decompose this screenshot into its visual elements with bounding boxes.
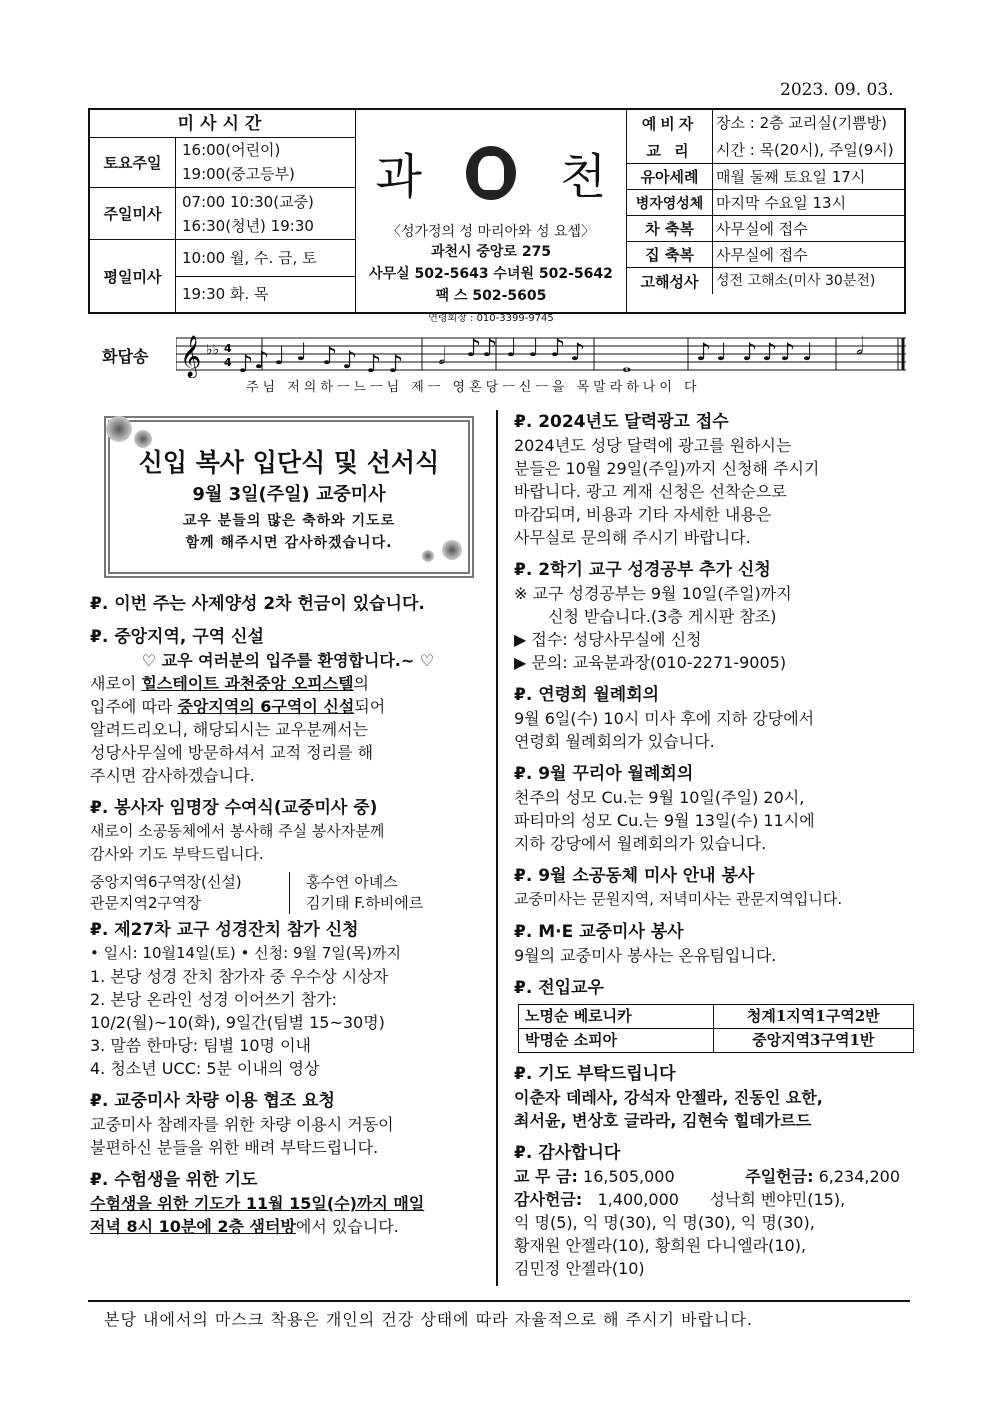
svg-text:♪: ♪: [742, 338, 758, 366]
sunday-label: 주일미사: [90, 188, 176, 239]
parish-address: 과천시 중앙로 275: [430, 244, 552, 260]
text-span: 저녁 8시 10분에 2층 샘터방: [90, 1217, 296, 1236]
svg-text:♪: ♪: [366, 350, 382, 378]
sunday-time-1: 07:00 10:30(교중): [182, 193, 314, 211]
svg-text:♩: ♩: [506, 334, 518, 362]
notice-text: 바랍니다. 광고 게재 신청은 선착순으로: [514, 482, 787, 501]
volunteer-table: [90, 872, 486, 914]
info-value: 사무실에 접수: [716, 220, 808, 238]
info-row: [627, 242, 906, 268]
notice-text: [90, 1215, 486, 1238]
notice-text: 천주의 성모 Cu.는 9월 10일(주일) 20시,: [514, 788, 805, 807]
box-message-1: 교우 분들의 많은 축하와 기도로: [182, 513, 396, 529]
text-span: 입주에 따라: [90, 697, 178, 716]
box-message-2: 함께 해주시면 감사하겠습니다.: [185, 535, 393, 551]
offering-label: 주일헌금:: [745, 1167, 814, 1186]
notice-heading: ₽. 2024년도 달력광고 접수: [514, 412, 729, 432]
notice-text: ▶ 접수: 성당사무실에 신청: [514, 630, 702, 649]
info-row: [627, 268, 906, 294]
notice-text: 감사와 기도 부탁드립니다.: [90, 845, 264, 863]
offering-row: [514, 1188, 914, 1211]
saturday-label: 토요주일: [90, 138, 176, 187]
notice-text: 분들은 10월 29일(주일)까지 신청해 주시기: [514, 459, 820, 478]
svg-text:♪: ♪: [696, 338, 712, 366]
parish-name-right: 천: [560, 149, 607, 205]
notice-heading: ₽. 중앙지역, 구역 신설: [90, 627, 264, 647]
notice-heading: ₽. 2학기 교구 성경공부 추가 신청: [514, 560, 771, 580]
notice-text: 알려드리오니, 해당되시는 교우분께서는: [90, 720, 369, 739]
info-value: 마지막 수요일 13시: [716, 194, 847, 212]
svg-text:♩: ♩: [296, 338, 308, 366]
svg-text:♪: ♪: [342, 346, 358, 374]
sunday-row: [90, 188, 355, 240]
newcomer-area: 청계1지역1구역2반: [713, 1005, 913, 1029]
info-label: 고해성사: [627, 268, 713, 294]
notice-heading: ₽. M·E 교중미사 봉사: [514, 922, 684, 942]
text-span: 새로이: [90, 674, 142, 693]
notice-text: 1. 본당 성경 잔치 참가자 중 우수상 시상자: [90, 967, 389, 986]
offering-row: [514, 1165, 914, 1188]
notice-text: 교중미사 참례자를 위한 차량 이용시 거동이: [90, 1115, 394, 1134]
notice-text: 수험생을 위한 기도가 11월 15일(수)까지 매일: [90, 1194, 425, 1213]
notice-text: 파티마의 성모 Cu.는 9월 13일(수) 11시에: [514, 811, 815, 830]
decor-dot: [134, 430, 152, 448]
notice-text: 사무실로 문의해 주시기 바랍니다.: [514, 528, 751, 547]
notice-text: 익 명(5), 익 명(30), 익 명(30), 익 명(30),: [514, 1213, 815, 1232]
notice-heading: ₽. 연령회 월례회의: [514, 685, 660, 705]
notice-heading: ₽. 감사합니다: [514, 1143, 621, 1163]
text-span: 에서 있습니다.: [295, 1217, 399, 1236]
svg-text:♪: ♪: [254, 346, 270, 374]
mass-schedule: [90, 110, 356, 312]
parish-info: [356, 110, 626, 324]
altar-server-notice-box: [104, 416, 474, 578]
svg-text:♪: ♪: [238, 350, 254, 378]
notice-text: 마감되며, 비용과 기타 자세한 내용은: [514, 505, 772, 524]
offering-value: 1,400,000 성낙희 벤야민(15),: [582, 1190, 846, 1209]
prayer-names: 최서윤, 변상호 글라라, 김현숙 힐데가르드: [514, 1111, 812, 1130]
svg-text:♪: ♪: [780, 338, 796, 366]
notice-text: 성당사무실에 방문하셔서 교적 정리를 해: [90, 743, 374, 762]
notice-text: 주시면 감사하겠습니다.: [90, 766, 255, 785]
notice-text: 4. 청소년 UCC: 5분 이내의 영상: [90, 1059, 320, 1078]
notice-text: ▶ 문의: 교육분과장(010-2271-9005): [514, 653, 787, 672]
notice-text: 김민정 안젤라(10): [514, 1259, 645, 1278]
sacrament-info: [626, 110, 906, 312]
notice-heading: ₽. 9월 소공동체 미사 안내 봉사: [514, 866, 755, 886]
notice-text: 연령회 월례회의가 있습니다.: [514, 732, 715, 751]
decor-dot: [442, 540, 462, 560]
svg-text:♪: ♪: [388, 350, 404, 378]
weekday-time-2: 19:30 화. 목: [176, 276, 355, 311]
svg-text:♪: ♪: [482, 334, 498, 362]
notice-text: 2024년도 성당 달력에 광고를 원하시는: [514, 436, 792, 455]
notice-text: 신청 받습니다.(3층 게시판 참조): [548, 607, 777, 626]
svg-text:𝅗𝅥: 𝅗𝅥: [856, 332, 864, 360]
holy-family-logo-icon: [466, 146, 516, 200]
svg-text:♪: ♪: [466, 334, 482, 362]
svg-text:𝅗𝅥: 𝅗𝅥: [438, 342, 446, 370]
prep-class-row: [627, 110, 906, 164]
footer-divider: [88, 1300, 910, 1302]
volunteer-name: 홍수연 아녜스: [306, 873, 398, 891]
notice-text: • 일시: 10월14일(토) • 신청: 9월 7일(목)까지: [90, 944, 401, 962]
notice-text: 지하 강당에서 월례회의가 있습니다.: [514, 834, 767, 853]
info-label: 집 축복: [627, 242, 713, 267]
svg-text:♩: ♩: [528, 334, 540, 362]
parish-fax: 팩 스 502-5605: [435, 288, 547, 304]
notice-heading: ₽. 9월 꾸리아 월례회의: [514, 764, 694, 784]
info-row: [627, 190, 906, 216]
footer-notice: 본당 내에서의 마스크 착용은 개인의 건강 상태에 따라 자율적으로 해 주시기 바랍니다.: [104, 1310, 753, 1329]
notice-text: [90, 672, 486, 695]
saturday-time-2: 19:00(중고등부): [182, 165, 295, 183]
newcomers-table: [518, 1004, 914, 1053]
info-value: 사무실에 접수: [716, 246, 808, 264]
notice-text: 불편하신 분들을 위한 배려 부탁드립니다.: [90, 1138, 379, 1157]
psalm-label: 화답송: [102, 347, 149, 366]
prep-time: 시간 : 목(20시), 주일(9시): [716, 141, 894, 159]
prep-label-2: 교 리: [646, 141, 693, 160]
welcome-line: ♡ 교우 여러분의 입주를 환영합니다.~ ♡: [141, 651, 435, 670]
text-span: 힐스테이트 과천중앙 오피스텔: [141, 674, 354, 693]
svg-text:4: 4: [224, 356, 232, 369]
volunteer-role: 관문지역2구역장: [90, 894, 201, 912]
notice-text: 교중미사는 문원지역, 저녁미사는 관문지역입니다.: [514, 890, 843, 908]
info-row: [627, 164, 906, 190]
right-column: [514, 410, 914, 1280]
notice-heading: ₽. 수험생을 위한 기도: [90, 1170, 258, 1190]
offering-value: 6,234,200: [813, 1167, 900, 1186]
newcomer-area: 중앙지역3구역1반: [713, 1029, 913, 1053]
info-value: 성전 고해소(미사 30분전): [716, 273, 876, 289]
svg-text:♭♭: ♭♭: [206, 342, 220, 358]
notice-heading: ₽. 전입교우: [514, 978, 604, 998]
saturday-time-1: 16:00(어린이): [182, 141, 281, 159]
parish-subtitle: 〈성가정의 성 마리아와 성 요셉〉: [386, 224, 596, 240]
notice-text: 2. 본당 온라인 성경 이어쓰기 참가:: [90, 990, 338, 1009]
left-column: [90, 410, 486, 1238]
text-span: 되어: [354, 697, 386, 716]
decor-dot: [106, 416, 132, 442]
svg-text:♪: ♪: [550, 334, 566, 362]
column-divider: [496, 410, 498, 1286]
svg-text:♩: ♩: [802, 338, 814, 366]
notice-text: ※ 교구 성경공부는 9월 10일(주일)까지: [514, 584, 792, 603]
offering-label: 교 무 금:: [514, 1167, 578, 1186]
svg-text:♪: ♪: [322, 342, 338, 370]
saturday-row: [90, 138, 355, 188]
text-span: 중앙지역의 6구역이 신설: [177, 697, 355, 716]
psalm-music-staff: [176, 330, 906, 378]
newcomer-name: 박명순 소피아: [519, 1029, 714, 1053]
text-span: 의: [353, 674, 370, 693]
info-label: 유아세례: [627, 164, 713, 189]
weekday-label: 평일미사: [90, 240, 176, 312]
volunteer-name: 김기태 F.하비에르: [306, 894, 424, 912]
notice-heading: ₽. 교중미사 차량 이용 협조 요청: [90, 1091, 335, 1111]
svg-text:♪: ♪: [762, 338, 778, 366]
svg-text:♪: ♪: [570, 338, 586, 366]
info-label: 차 축복: [627, 216, 713, 241]
parish-name-left: 과: [375, 149, 422, 205]
bulletin-date: 2023. 09. 03.: [780, 80, 894, 100]
notice-text: 새로이 소공동체에서 봉사해 주실 봉사자분께: [90, 822, 385, 840]
notice-text: 9월 6일(수) 10시 미사 후에 지하 강당에서: [514, 709, 815, 728]
parish-contact: 연령회장 : 010-3399-9745: [428, 313, 554, 324]
parish-title: [356, 138, 626, 207]
newcomer-name: 노명순 베로니카: [519, 1005, 714, 1029]
parish-phones: 사무실 502-5643 수녀원 502-5642: [369, 266, 613, 282]
decor-dot: [422, 550, 434, 562]
table-row: [519, 1029, 914, 1053]
notice-text: 9월의 교중미사 봉사는 온유팀입니다.: [514, 946, 777, 965]
box-subtitle: 9월 3일(주일) 교중미사: [192, 484, 386, 505]
notice-text: 3. 말씀 한마당: 팀별 10명 이내: [90, 1036, 312, 1055]
notice-heading: ₽. 이번 주는 사제양성 2차 헌금이 있습니다.: [90, 594, 425, 614]
treble-clef-icon: 𝄞: [180, 336, 202, 377]
notice-heading: ₽. 제27차 교구 성경잔치 참가 신청: [90, 920, 359, 940]
svg-text:♩: ♩: [716, 338, 728, 366]
notice-text: [90, 695, 486, 718]
psalm-lyrics: 주님 저의하ㅡ느ㅡ님 제ㅡ 영혼당ㅡ신ㅡ을 목말라하나이 다: [246, 380, 701, 395]
volunteer-role: 중앙지역6구역장(신설): [90, 873, 242, 891]
notice-text: 10/2(월)~10(화), 9일간(팀별 15~30명): [90, 1013, 385, 1032]
notice-heading: ₽. 기도 부탁드립니다: [514, 1064, 676, 1084]
prayer-names: 이춘자 데레사, 강석자 안젤라, 진동인 요한,: [514, 1088, 823, 1107]
notice-heading: ₽. 봉사자 임명장 수여식(교중미사 중): [90, 798, 378, 818]
weekday-time-1: 10:00 월, 수. 금, 토: [182, 249, 317, 267]
sunday-time-2: 16:30(청년) 19:30: [182, 217, 314, 235]
offering-value: 16,505,000: [577, 1167, 675, 1186]
info-row: [627, 216, 906, 242]
offering-label: 감사헌금:: [514, 1190, 583, 1209]
info-value: 매월 둘째 토요일 17시: [716, 168, 866, 186]
mass-schedule-title: 미사시간: [90, 110, 355, 138]
table-row: [519, 1005, 914, 1029]
svg-text:♩: ♩: [274, 342, 286, 370]
svg-text:4: 4: [224, 342, 232, 355]
prep-label-1: 예비자: [641, 114, 698, 133]
weekday-row: [90, 240, 355, 312]
svg-text:𝅝: 𝅝: [622, 350, 632, 378]
bulletin-header: [88, 108, 906, 324]
notice-text: 황재원 안젤라(10), 황희원 다니엘라(10),: [514, 1236, 807, 1255]
box-title: 신입 복사 입단식 및 선서식: [138, 448, 440, 477]
info-label: 병자영성체: [627, 190, 713, 215]
prep-place: 장소 : 2층 교리실(기쁨방): [716, 114, 888, 132]
